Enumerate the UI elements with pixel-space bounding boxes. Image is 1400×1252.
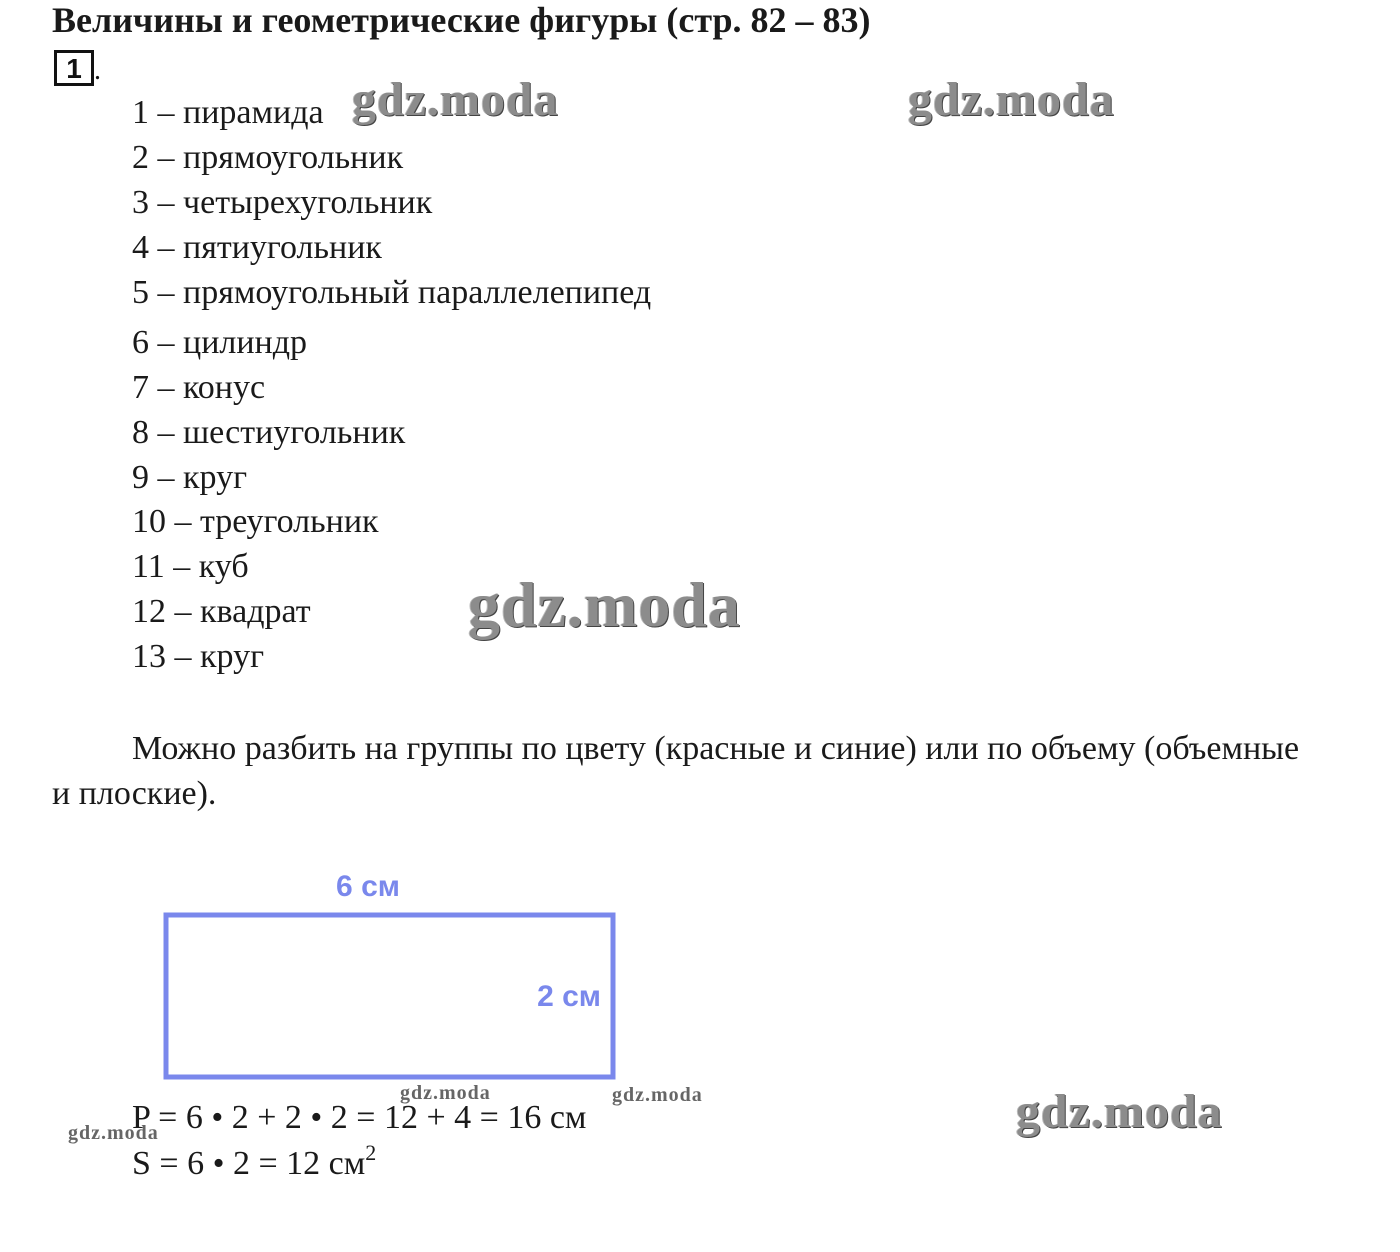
page-title: Величины и геометрические фигуры (стр. 82 – 83) — [52, 0, 871, 40]
watermark: gdz.moda — [1016, 1085, 1223, 1138]
watermark: gdz.moda — [468, 569, 741, 640]
grouping-paragraph: Можно разбить на группы по цвету (красные и синие) или по объему (объемные и плоские). — [52, 730, 1300, 812]
area-exponent: 2 — [365, 1140, 377, 1165]
answer-item-8: 8 – шестиугольник — [132, 414, 406, 451]
answer-item-1: 1 – пирамида — [132, 94, 324, 131]
area-formula — [132, 1140, 377, 1184]
answer-item-2: 2 – прямоугольник — [132, 139, 404, 176]
rectangle-width-label: 6 см — [336, 870, 400, 903]
watermark: gdz.moda — [908, 73, 1115, 126]
area-formula-text: S = 6 • 2 = 12 см — [132, 1145, 366, 1182]
answer-item-7: 7 – конус — [132, 369, 266, 406]
answer-item-11: 11 – куб — [132, 548, 249, 585]
answer-item-12: 12 – квадрат — [132, 593, 311, 630]
task-number-dot: . — [94, 55, 101, 86]
answer-item-3: 3 – четырехугольник — [132, 184, 433, 221]
answer-item-10: 10 – треугольник — [132, 503, 379, 540]
answer-item-13: 13 – круг — [132, 638, 265, 675]
watermark: gdz.moda — [352, 73, 559, 126]
task-number-box: 1 — [54, 50, 94, 86]
watermark: gdz.moda — [68, 1122, 159, 1144]
rectangle-height-label: 2 см — [537, 980, 601, 1013]
answer-item-5: 5 – прямоугольный параллелепипед — [132, 274, 652, 311]
answer-item-4: 4 – пятиугольник — [132, 229, 382, 266]
perimeter-formula: P = 6 • 2 + 2 • 2 = 12 + 4 = 16 см — [132, 1099, 587, 1136]
answer-item-6: 6 – цилиндр — [132, 324, 308, 361]
watermark: gdz.moda — [400, 1082, 491, 1104]
watermark: gdz.moda — [612, 1084, 703, 1106]
rectangle-figure — [150, 862, 650, 1092]
answer-item-9: 9 – круг — [132, 459, 248, 496]
